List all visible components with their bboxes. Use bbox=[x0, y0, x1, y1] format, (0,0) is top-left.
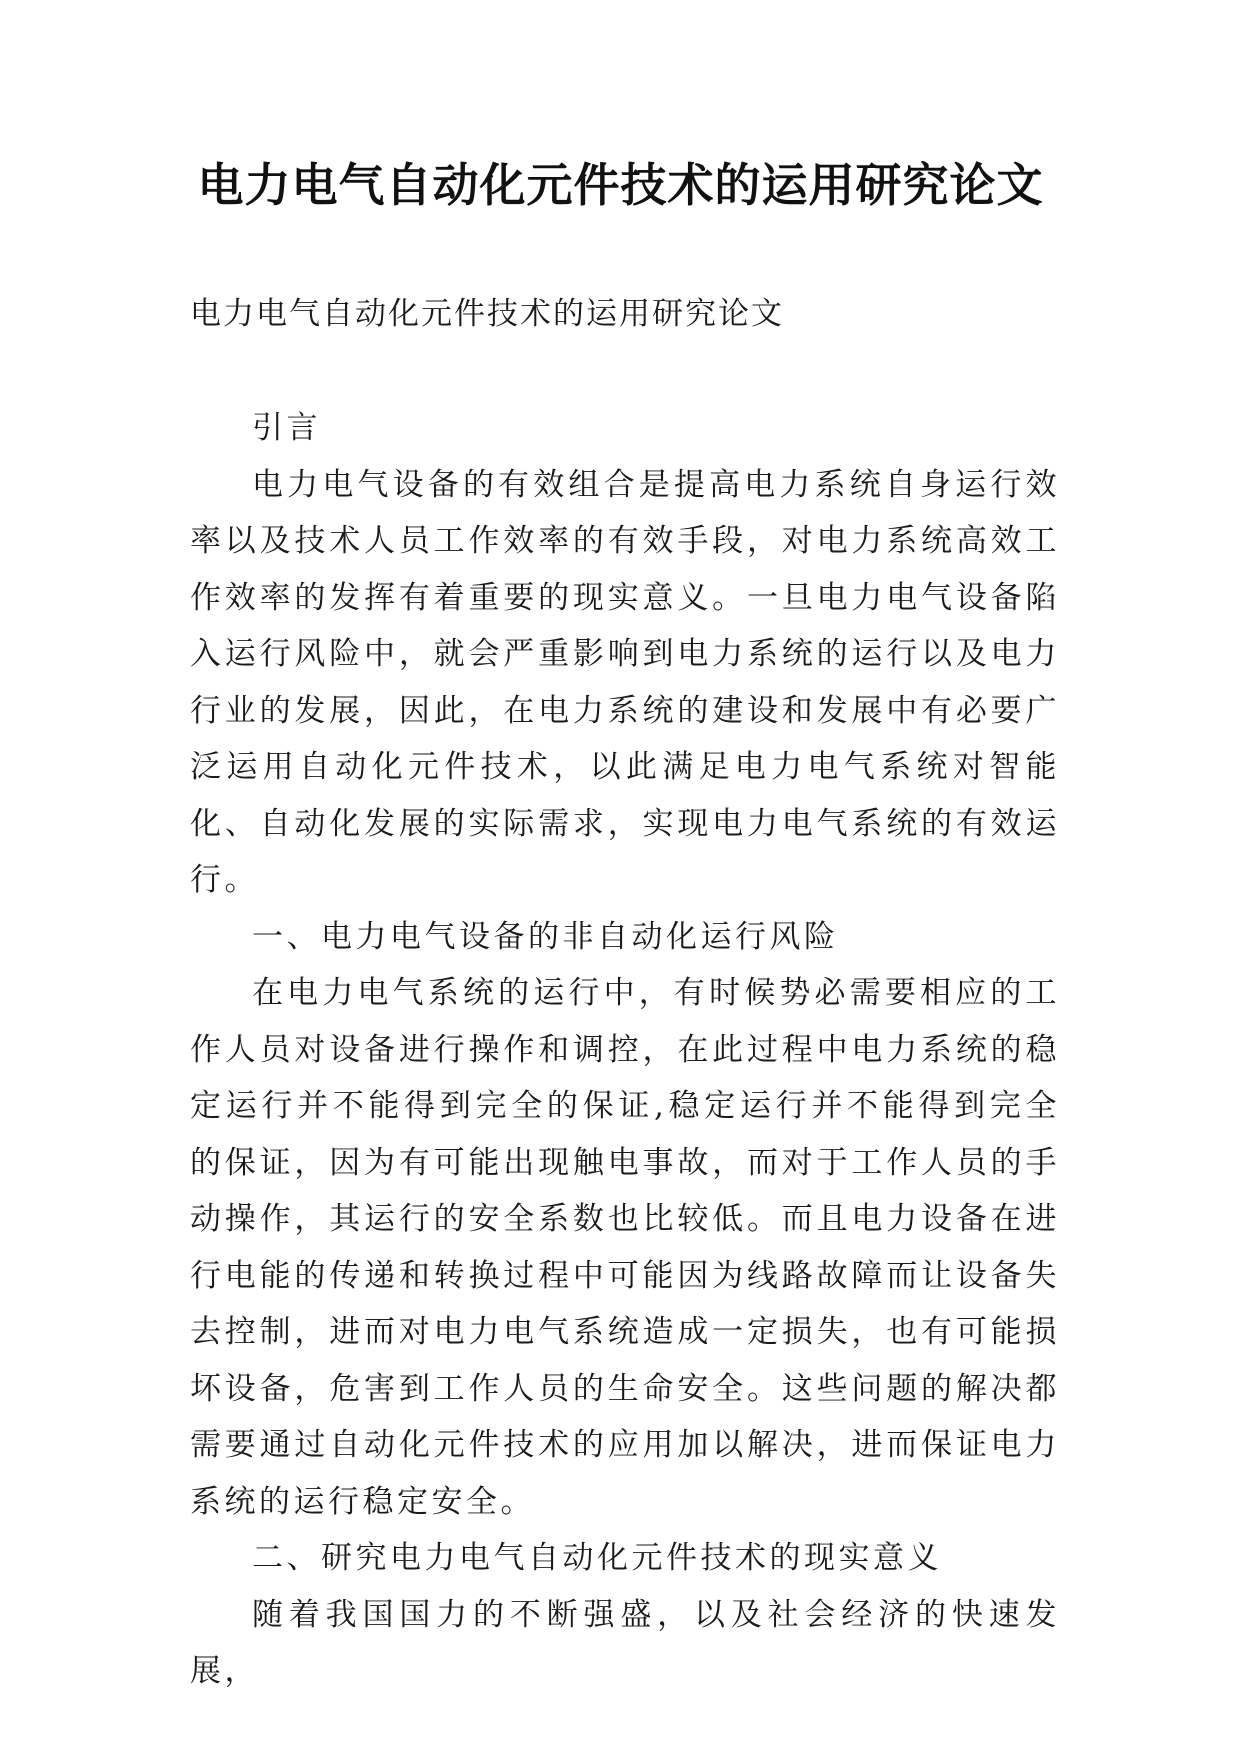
paragraph-section-1: 在电力电气系统的运行中，有时候势必需要相应的工作人员对设备进行操作和调控，在此过程中电力系统的稳定运行并不能得到完全的保证,稳定运行并不能得到完全的保证，因为有可能出现触电事故，而对于工作人员的手动操作，其运行的安全系数也比较低。而且电力设备在进行电能的传递和转换过程中可能因为线路故障而让设备失去控制，进而对电力电气系统造成一定损失，也有可能损坏设备，危害到工作人员的生命安全。这些问题的解决都需要通过自动化元件技术的应用加以解决，进而保证电力系统的运行稳定安全。 bbox=[190, 975, 1060, 1520]
section-heading-1: 一、电力电气设备的非自动化运行风险 bbox=[252, 918, 839, 955]
paragraph-intro: 电力电气设备的有效组合是提高电力系统自身运行效率以及技术人员工作效率的有效手段，对电力系统高效工作效率的发挥有着重要的现实意义。一旦电力电气设备陷入运行风险中，就会严重影响到电力系统的运行以及电力行业的发展，因此，在电力系统的建设和发展中有必要广泛运用自动化元件技术，以此满足电力电气系统对智能化、自动化发展的实际需求，实现电力电气系统的有效运行。 bbox=[190, 466, 1060, 898]
document-subtitle: 电力电气自动化元件技术的运用研究论文 bbox=[190, 296, 784, 332]
section-heading-intro: 引言 bbox=[252, 410, 321, 446]
paragraph-section-2: 随着我国国力的不断强盛，以及社会经济的快速发展， bbox=[190, 1596, 1060, 1689]
section-heading-2: 二、研究电力电气自动化元件技术的现实意义 bbox=[252, 1540, 942, 1576]
document-title: 电力电气自动化元件技术的运用研究论文 bbox=[197, 158, 1044, 212]
document-body bbox=[190, 400, 1060, 1700]
